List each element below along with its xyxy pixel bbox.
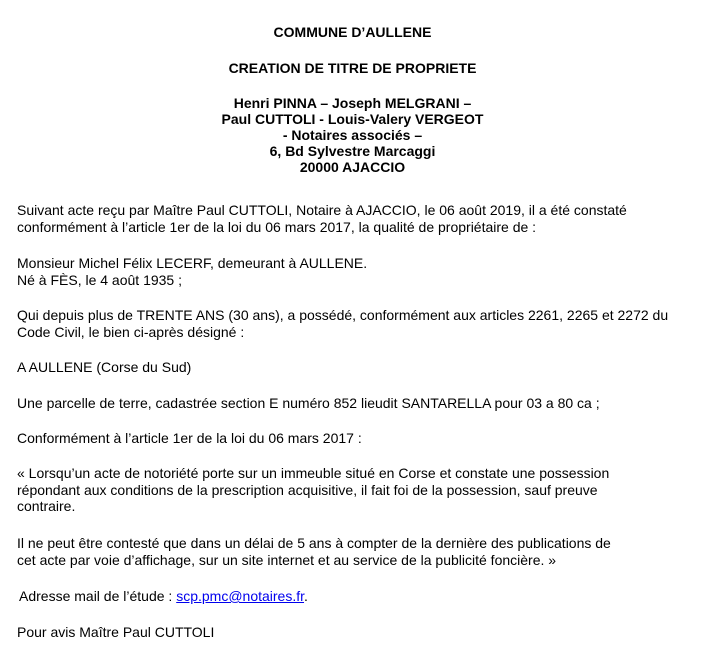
proprietaire-paragraph: [17, 255, 687, 288]
acte-paragraph: [17, 202, 687, 235]
email-paragraph: [19, 588, 689, 605]
citation2-line-2: cet acte par voie d’affichage, sur un site internet et au service de la publicité foncière. »: [17, 551, 557, 568]
citation1-line-1: « Lorsqu’un acte de notoriété porte sur un immeuble situé en Corse et constate une possession: [17, 465, 610, 481]
signature-text: Pour avis Maître Paul CUTTOLI: [17, 624, 215, 640]
notice-heading: [0, 60, 705, 76]
notaries-line-2: Paul CUTTOLI - Louis-Valery VERGEOT: [221, 111, 484, 127]
possession-line-2: Code Civil, le bien ci-après désigné :: [17, 323, 245, 340]
lieu-text: A AULLENE (Corse du Sud): [17, 359, 192, 375]
lieu-paragraph: [17, 359, 687, 376]
citation2-line-1: Il ne peut être contesté que dans un délai de 5 ans à compter de la dernière des publications de: [17, 535, 611, 551]
email-end: .: [304, 588, 308, 604]
acte-line-1: Suivant acte reçu par Maître Paul CUTTOLI, Notaire à AJACCIO, le 06 août 2019, il a été constaté: [17, 202, 627, 218]
email-label: Adresse mail de l’étude :: [19, 588, 177, 604]
citation1-line-2: répondant aux conditions de la prescription acquisitive, il fait foi de la possession, sauf preuve: [17, 481, 598, 498]
commune-title: COMMUNE D’AULLENE: [273, 24, 432, 40]
parcelle-paragraph: [17, 395, 687, 412]
citation1-line-3: contraire.: [17, 498, 76, 514]
commune-heading: [0, 24, 705, 40]
acte-line-2: conformément à l’article 1er de la loi du 06 mars 2017, la qualité de propriétaire de :: [17, 218, 537, 235]
proprietaire-line-1: Monsieur Michel Félix LECERF, demeurant à AULLENE.: [17, 255, 368, 271]
notice-title: CREATION DE TITRE DE PROPRIETE: [228, 60, 477, 76]
citation-paragraph-1: [17, 465, 687, 515]
citation-paragraph-2: [17, 535, 687, 568]
proprietaire-line-2: Né à FÈS, le 4 août 1935 ;: [17, 271, 182, 288]
conformement-text: Conformément à l’article 1er de la loi du 06 mars 2017 :: [17, 430, 362, 446]
notaries-line-3: - Notaires associés –: [282, 127, 423, 143]
parcelle-text: Une parcelle de terre, cadastrée section E numéro 852 lieudit SANTARELLA pour 03 a 80 ca ;: [17, 395, 600, 411]
signature-paragraph: [17, 624, 687, 641]
email-line: [19, 588, 689, 605]
address-line-1: 6, Bd Sylvestre Marcaggi: [269, 143, 436, 159]
possession-line-1: Qui depuis plus de TRENTE ANS (30 ans), a possédé, conformément aux articles 2261, 2265 et 2272 du: [17, 307, 669, 323]
notaries-block: [0, 95, 705, 175]
conformement-paragraph: [17, 430, 687, 447]
email-link[interactable]: scp.pmc@notaires.fr: [176, 588, 305, 604]
notaries-line-1: Henri PINNA – Joseph MELGRANI –: [233, 95, 472, 111]
possession-paragraph: [17, 307, 687, 340]
address-line-2: 20000 AJACCIO: [299, 159, 406, 175]
